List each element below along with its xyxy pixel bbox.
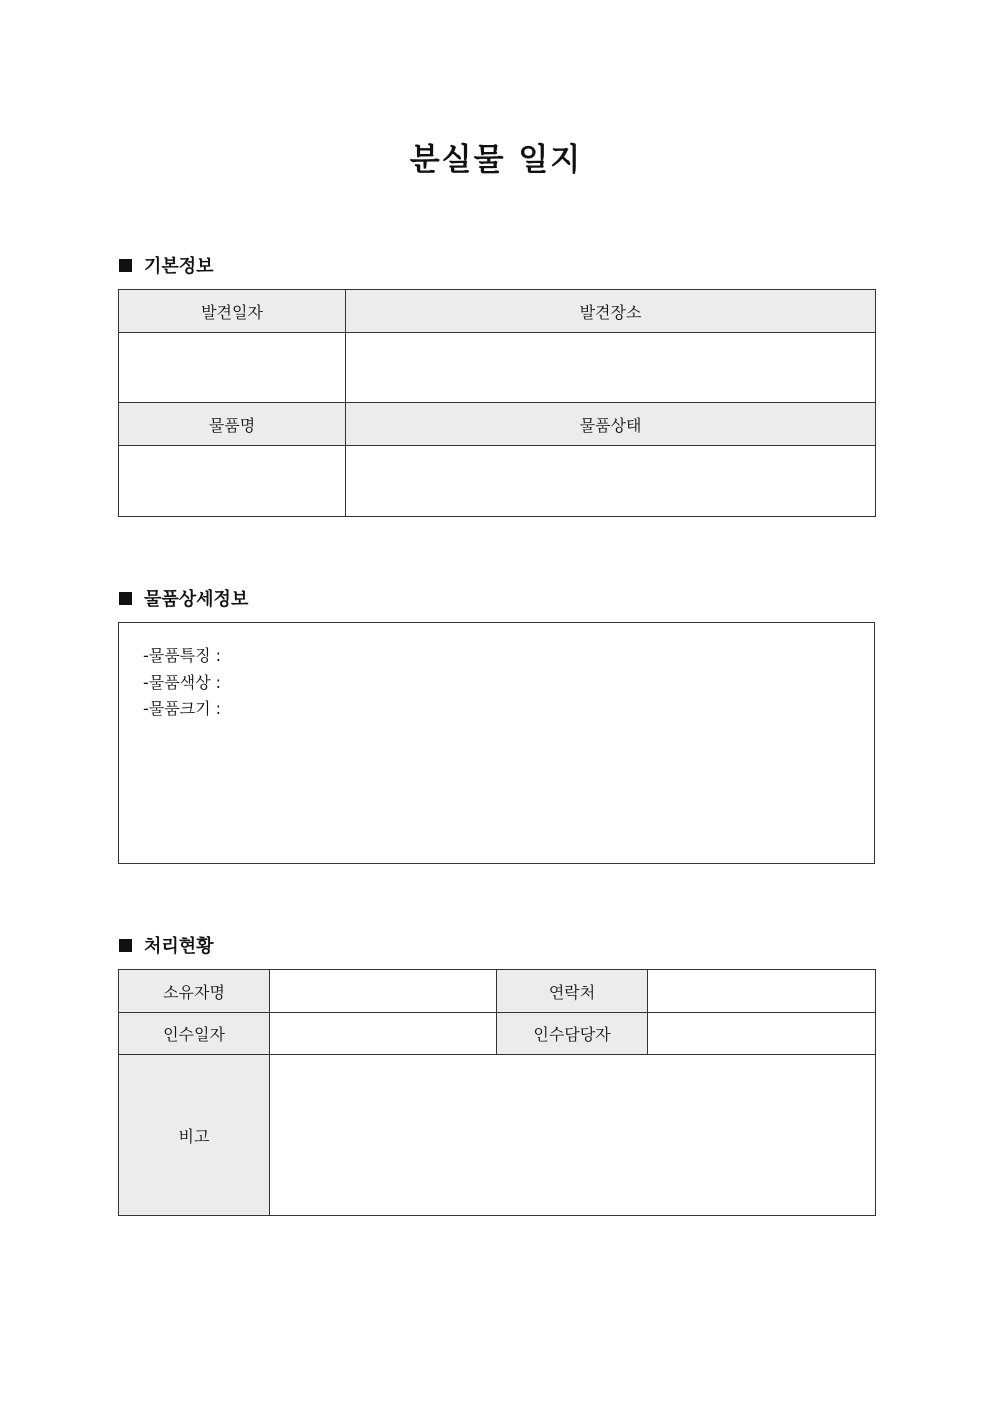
item-feature-line: -물품특징 : — [143, 646, 222, 665]
section-heading-detail-label: 물품상세정보 — [144, 589, 249, 610]
square-bullet-icon — [119, 592, 132, 605]
found-date-label: 발견일자 — [119, 290, 346, 333]
handover-staff-field[interactable] — [648, 1013, 876, 1055]
section-heading-basic — [119, 252, 214, 278]
item-detail-lines — [143, 643, 221, 723]
section-heading-basic-label: 기본정보 — [144, 256, 214, 277]
handover-date-field[interactable] — [270, 1013, 497, 1055]
item-size-line: -물품크기 : — [143, 699, 222, 718]
item-condition-label: 물품상태 — [346, 403, 876, 446]
page-title: 분실물 일지 — [409, 142, 583, 178]
item-name-label: 물품명 — [119, 403, 346, 446]
remarks-label: 비고 — [119, 1055, 270, 1216]
item-detail-box[interactable] — [118, 622, 875, 864]
section-heading-process-label: 처리현황 — [144, 936, 214, 957]
section-heading-process — [119, 932, 214, 958]
owner-name-label: 소유자명 — [119, 970, 270, 1013]
square-bullet-icon — [119, 939, 132, 952]
remarks-field[interactable] — [270, 1055, 876, 1216]
owner-name-field[interactable] — [270, 970, 497, 1013]
contact-label: 연락처 — [497, 970, 648, 1013]
found-place-field[interactable] — [346, 333, 876, 403]
section-heading-detail — [119, 585, 248, 611]
handover-staff-label: 인수담당자 — [497, 1013, 648, 1055]
handover-date-label: 인수일자 — [119, 1013, 270, 1055]
found-date-field[interactable] — [119, 333, 346, 403]
found-place-label: 발견장소 — [346, 290, 876, 333]
item-condition-field[interactable] — [346, 446, 876, 517]
square-bullet-icon — [119, 259, 132, 272]
item-color-line: -물품색상 : — [143, 672, 222, 692]
process-status-table — [118, 969, 876, 1216]
contact-field[interactable] — [648, 970, 876, 1013]
item-name-field[interactable] — [119, 446, 346, 517]
basic-info-table — [118, 289, 876, 517]
